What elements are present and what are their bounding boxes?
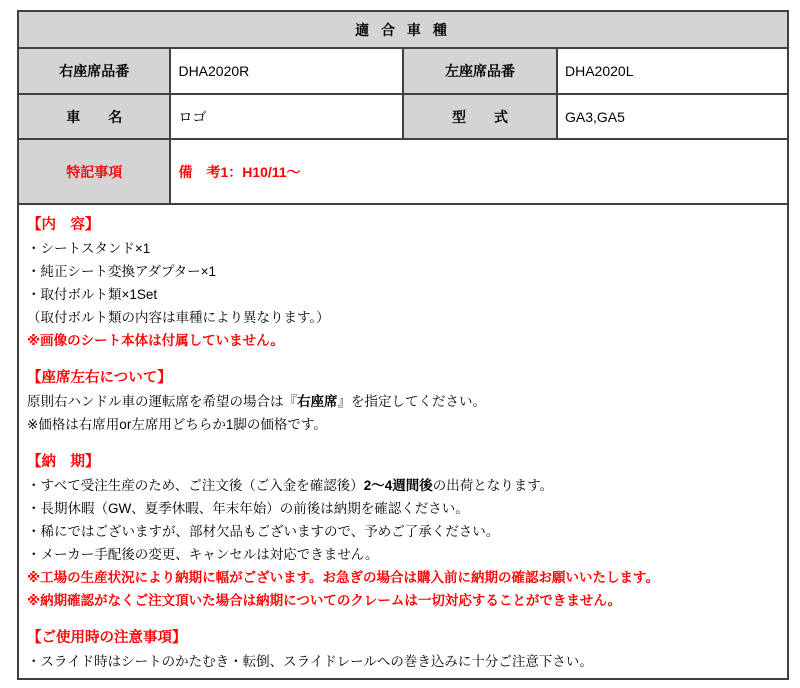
content-line (27, 520, 777, 543)
product-spec-sheet (17, 10, 789, 680)
text-segment: ・純正シート変換アダプター×1 (27, 264, 217, 279)
table-title: 適 合 車 種 (18, 11, 788, 48)
content-line (27, 306, 777, 329)
model-code-label: 型 式 (403, 94, 557, 139)
content-line (27, 413, 777, 436)
text-segment: ※納期確認がなくご注文頂いた場合は納期についてのクレームは一切対応することができません。 (27, 593, 622, 608)
car-name-value: ロゴ (170, 94, 403, 139)
text-segment: の出荷となります。 (432, 478, 554, 493)
content-line (27, 589, 777, 612)
table-row (18, 139, 788, 204)
text-segment: ・長期休暇（GW、夏季休暇、年末年始）の前後は納期を確認ください。 (27, 501, 469, 516)
text-segment: ※工場の生産状況により納期に幅がございます。お急ぎの場合は購入前に納期の確認お願いいたします。 (27, 570, 659, 585)
text-segment: ※画像のシート本体は付属していません。 (27, 333, 284, 348)
content-line (27, 329, 777, 352)
left-seat-part-value: DHA2020L (557, 48, 788, 94)
text-segment: ・スライド時はシートのかたむき・転倒、スライドレールへの巻き込みに十分ご注意下さい。 (27, 654, 593, 669)
text-segment: ・取付ボルト類×1Set (27, 287, 158, 302)
text-segment: ・稀にではございますが、部材欠品もございますので、予めご了承ください。 (27, 524, 500, 539)
text-segment: 右座席 (297, 394, 338, 409)
content-line (27, 566, 777, 589)
table-title-row (18, 11, 788, 48)
right-seat-part-label: 右座席品番 (18, 48, 170, 94)
table-row (18, 48, 788, 94)
car-name-label: 車 名 (18, 94, 170, 139)
content-line (27, 260, 777, 283)
text-segment: ・すべて受注生産のため、ご注文後（ご入金を確認後） (27, 478, 364, 493)
special-notes-value: 備 考1：H10/11～ (170, 139, 788, 204)
content-line (27, 474, 777, 497)
text-segment: ※価格は右席用or左席用どちらか1脚の価格です。 (27, 417, 327, 432)
right-seat-part-value: DHA2020R (170, 48, 403, 94)
section-heading: 【納 期】 (27, 454, 100, 470)
special-notes-label: 特記事項 (18, 139, 170, 204)
text-segment: 原則右ハンドル車の運転席を希望の場合は『 (27, 394, 297, 409)
section-heading: 【内 容】 (27, 217, 100, 233)
text-segment: ・メーカー手配後の変更、キャンセルは対応できません。 (27, 547, 379, 562)
content-line (27, 650, 777, 673)
section-heading: 【ご使用時の注意事項】 (27, 630, 187, 646)
table-row (18, 94, 788, 139)
details-panel (17, 205, 789, 680)
content-line (27, 237, 777, 260)
model-code-value: GA3,GA5 (557, 94, 788, 139)
text-segment: 』を指定してください。 (337, 394, 486, 409)
text-segment: ・シートスタンド×1 (27, 241, 151, 256)
left-seat-part-label: 左座席品番 (403, 48, 557, 94)
vehicle-compatibility-table (17, 10, 789, 205)
content-line (27, 390, 777, 413)
content-line (27, 283, 777, 306)
section-heading: 【座席左右について】 (27, 370, 172, 386)
text-segment: 2～4週間後 (363, 478, 433, 493)
text-segment: （取付ボルト類の内容は車種により異なります。） (27, 310, 330, 325)
content-line (27, 497, 777, 520)
content-line (27, 543, 777, 566)
